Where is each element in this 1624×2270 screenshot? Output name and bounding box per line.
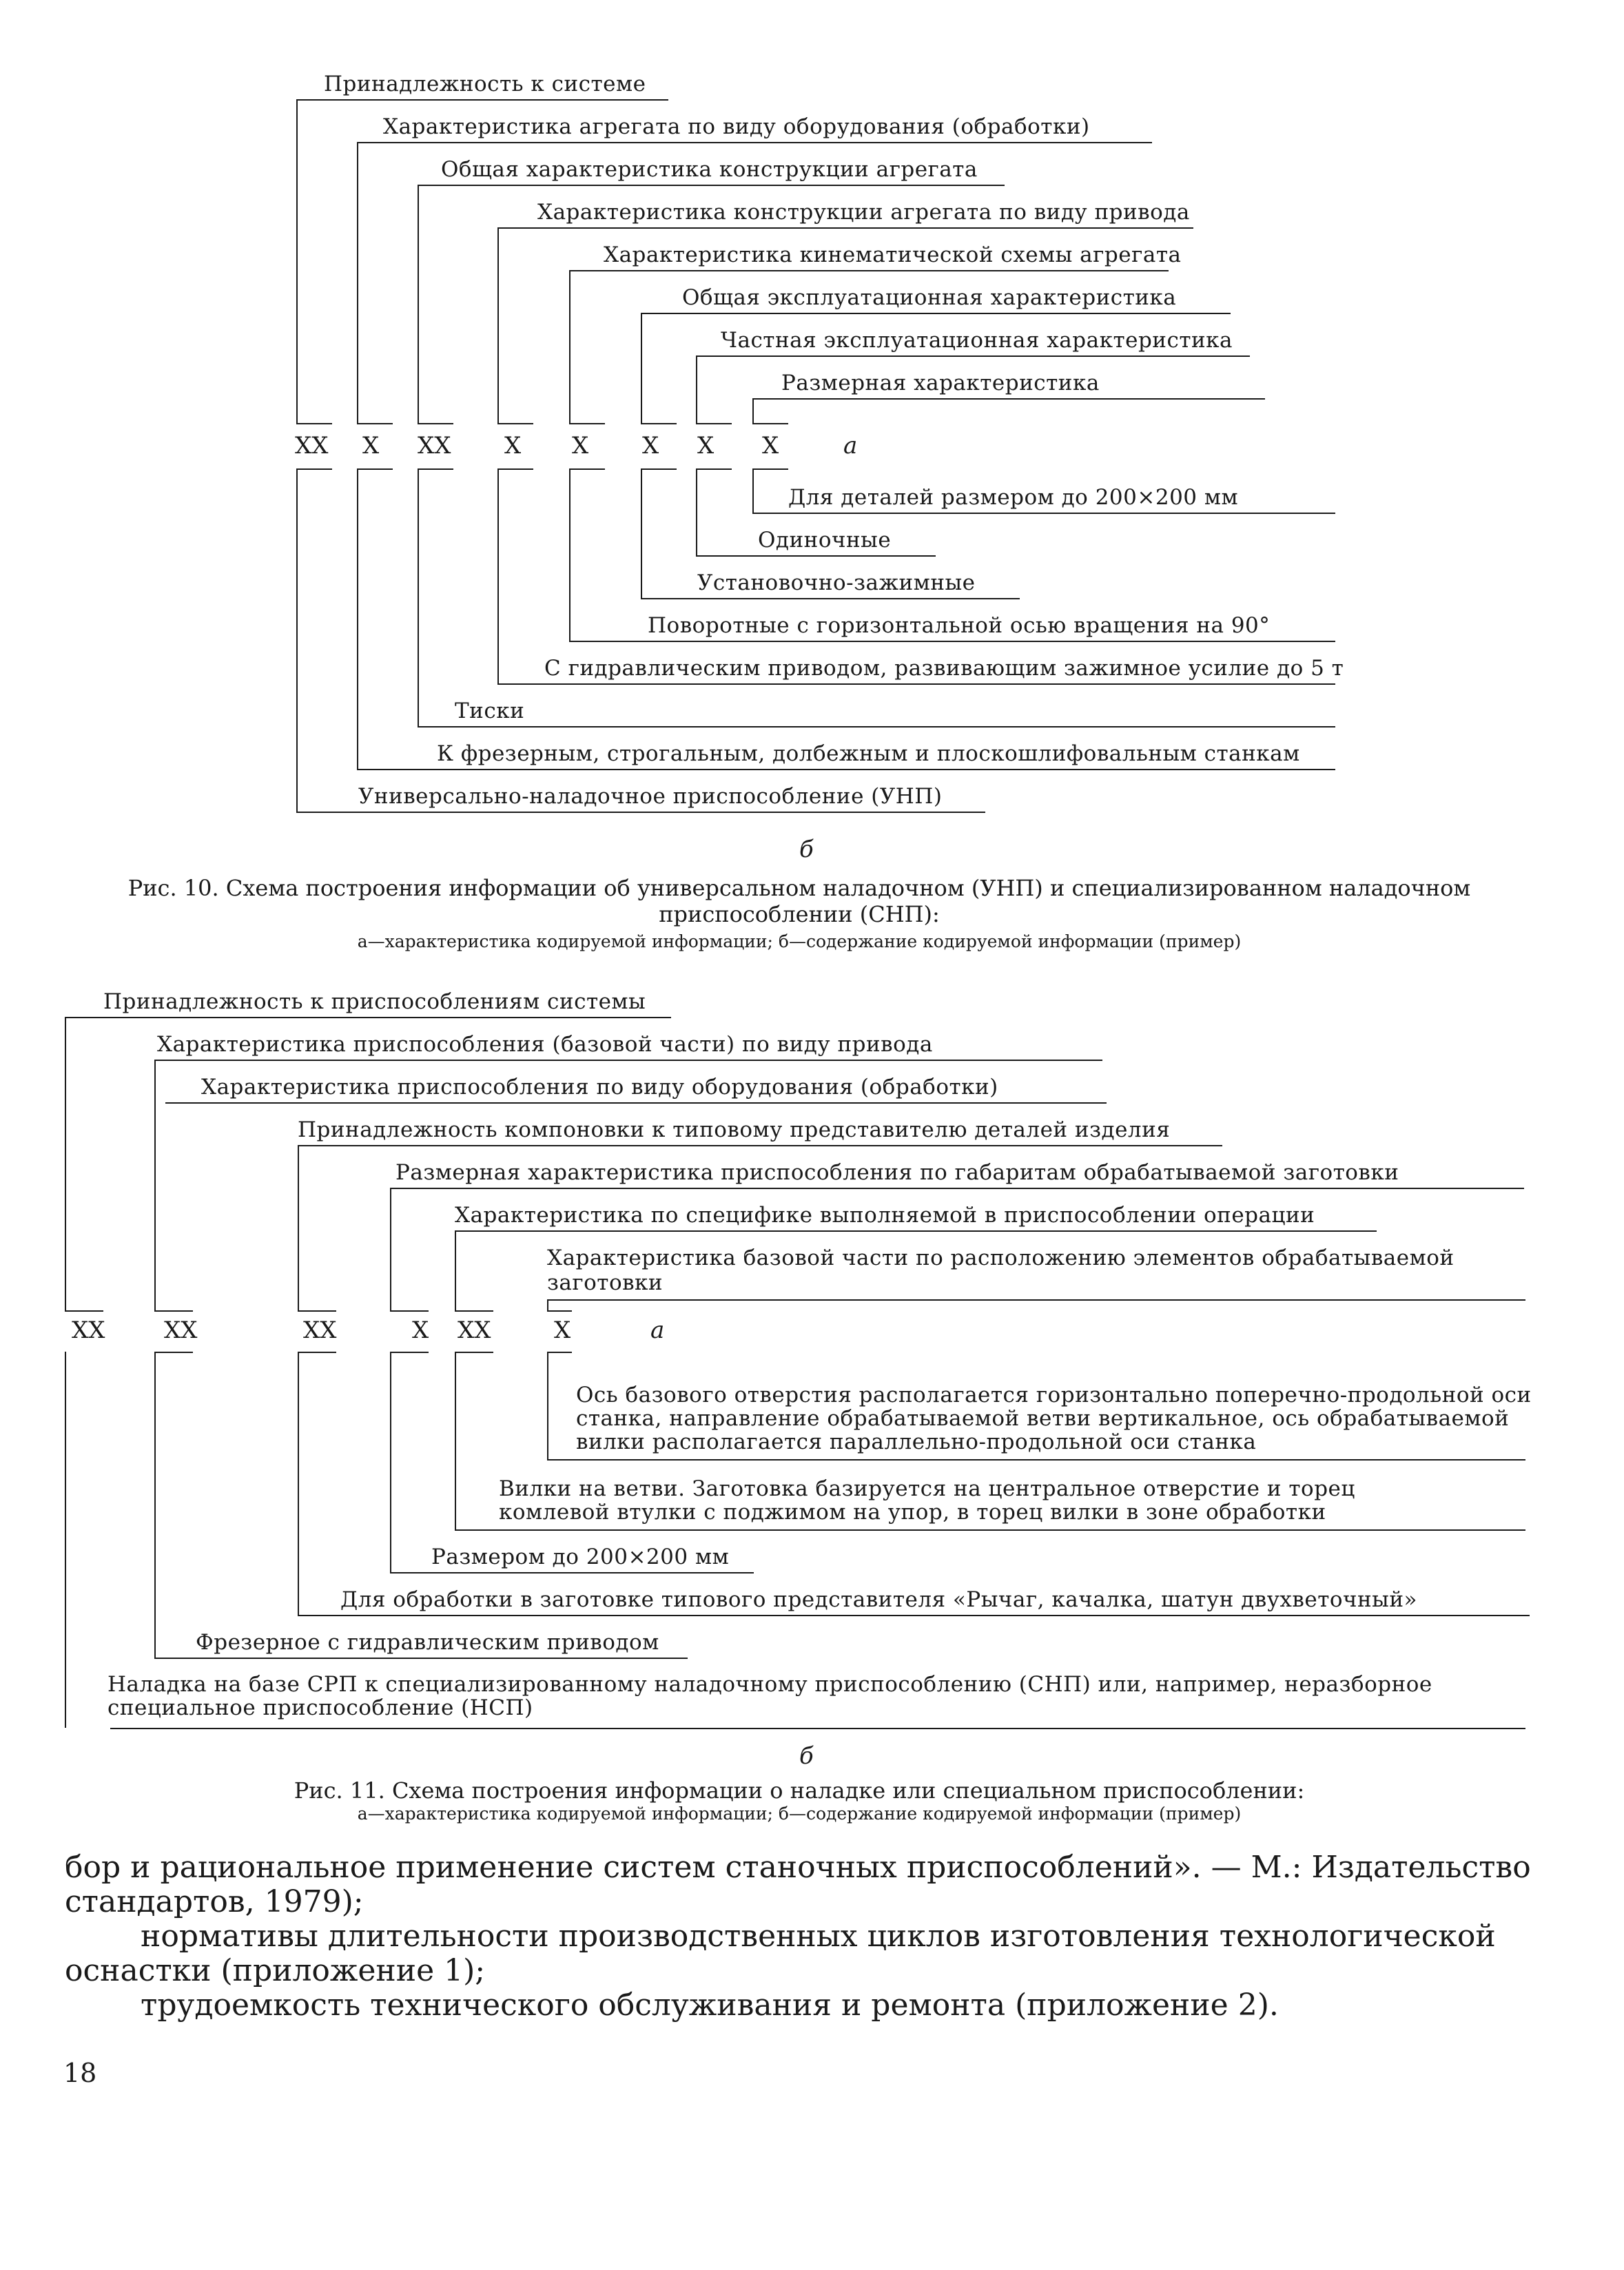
fig11-label-7: Характеристика базовой части по расположению элементов обрабатываемой заготовки [547, 1246, 1455, 1295]
fig11-code-2: XX [164, 1317, 198, 1344]
fig10-content-3: Установочно-зажимные [697, 570, 976, 595]
fig10-label-1: Принадлежность к системе [324, 72, 646, 96]
fig10-content-6: Тиски [455, 699, 525, 723]
fig11-content-5: Фрезерное с гидравлическим приводом [196, 1630, 659, 1655]
fig10-code-5: X [572, 432, 589, 460]
fig10-code-6: X [642, 432, 659, 460]
fig10-content-1: Для деталей размером до 200×200 мм [788, 485, 1239, 510]
fig10-label-6: Общая эксплуатационная характеристика [682, 285, 1177, 310]
fig11-content-3: Размером до 200×200 мм [431, 1545, 730, 1569]
fig10-label-8: Размерная характеристика [781, 371, 1100, 395]
fig11-code-5: XX [458, 1317, 491, 1344]
fig10-code-2: X [362, 432, 380, 460]
fig10-content-5: С гидравлическим приводом, развивающим зажимное усилие до 5 т [544, 656, 1344, 681]
fig10-code-1: XX [295, 432, 329, 460]
fig10-label-5: Характеристика кинематической схемы агрегата [604, 243, 1182, 267]
fig10-label-3: Общая характеристика конструкции агрегата [441, 157, 978, 182]
fig11-label-6: Характеристика по специфике выполняемой в приспособлении операции [455, 1203, 1315, 1228]
body-paragraph-3: трудоемкость технического обслуживания и ремонта (приложение 2). [141, 1988, 1279, 2023]
fig10-label-4: Характеристика конструкции агрегата по виду привода [537, 200, 1190, 225]
fig11-label-4: Принадлежность компоновки к типовому представителю деталей изделия [298, 1117, 1171, 1142]
fig11-content-6: Наладка на базе СРП к специализированному наладочному приспособлению (СНП) или, например, неразборное специальное приспособление (НСП) [107, 1672, 1432, 1720]
fig10-code-4: X [504, 432, 522, 460]
fig11-marker-b: б [799, 1742, 814, 1770]
fig10-marker-a: а [843, 432, 858, 460]
fig11-code-4: X [412, 1317, 429, 1344]
fig11-code-6: X [554, 1317, 571, 1344]
fig11-caption: Рис. 11. Схема построения информации о наладке или специальном приспособлении: [294, 1777, 1305, 1804]
fig11-content-1: Ось базового отверстия располагается горизонтально поперечно-продольной оси станка, направление обрабатываемой ветви вертикальное, ось обрабатываемой вилки располагается параллельно-продольной оси станка [576, 1383, 1532, 1454]
fig11-label-2: Характеристика приспособления (базовой части) по виду привода [157, 1032, 933, 1057]
fig10-subcaption: а—характеристика кодируемой информации; б—содержание кодируемой информации (пример) [357, 931, 1242, 951]
fig11-label-5: Размерная характеристика приспособления по габаритам обрабатываемой заготовки [395, 1160, 1399, 1185]
fig10-content-2: Одиночные [758, 528, 892, 553]
fig11-content-2: Вилки на ветви. Заготовка базируется на центральное отверстие и торец комлевой втулки с поджимом на упор, в торец вилки в зоне обработки [499, 1476, 1355, 1525]
body-paragraph-1: бор и рациональное применение систем станочных приспособлений». — М.: Издательство стандартов, 1979); [65, 1850, 1531, 1919]
fig10-code-3: XX [418, 432, 451, 460]
fig11-code-1: XX [72, 1317, 105, 1344]
body-paragraph-2: нормативы длительности производственных циклов изготовления технологической оснастки (приложение 1); [65, 1919, 1496, 1988]
fig11-content-4: Для обработки в заготовке типового представителя «Рычаг, качалка, шатун двухветочный» [340, 1587, 1417, 1612]
fig10-marker-b: б [799, 836, 814, 863]
fig11-subcaption: а—характеристика кодируемой информации; б—содержание кодируемой информации (пример) [357, 1804, 1242, 1824]
fig10-caption: Рис. 10. Схема построения информации об универсальном наладочном (УНП) и специализированном наладочном приспособлении (СНП): [127, 875, 1471, 927]
fig10-content-7: К фрезерным, строгальным, долбежным и плоскошлифовальным станкам [437, 741, 1300, 766]
fig10-label-2: Характеристика агрегата по виду оборудования (обработки) [383, 114, 1090, 139]
fig10-code-8: X [762, 432, 779, 460]
fig10-content-8: Универсально-наладочное приспособление (УНП) [358, 784, 943, 809]
fig11-label-1: Принадлежность к приспособлениям системы [103, 989, 646, 1014]
fig11-marker-a: а [650, 1317, 665, 1344]
fig10-label-7: Частная эксплуатационная характеристика [721, 328, 1233, 353]
fig10-code-7: X [697, 432, 715, 460]
fig11-code-3: XX [303, 1317, 337, 1344]
fig11-label-3: Характеристика приспособления по виду оборудования (обработки) [201, 1075, 998, 1100]
page-number: 18 [63, 2058, 97, 2088]
fig10-content-4: Поворотные с горизонтальной осью вращения на 90° [648, 613, 1271, 638]
